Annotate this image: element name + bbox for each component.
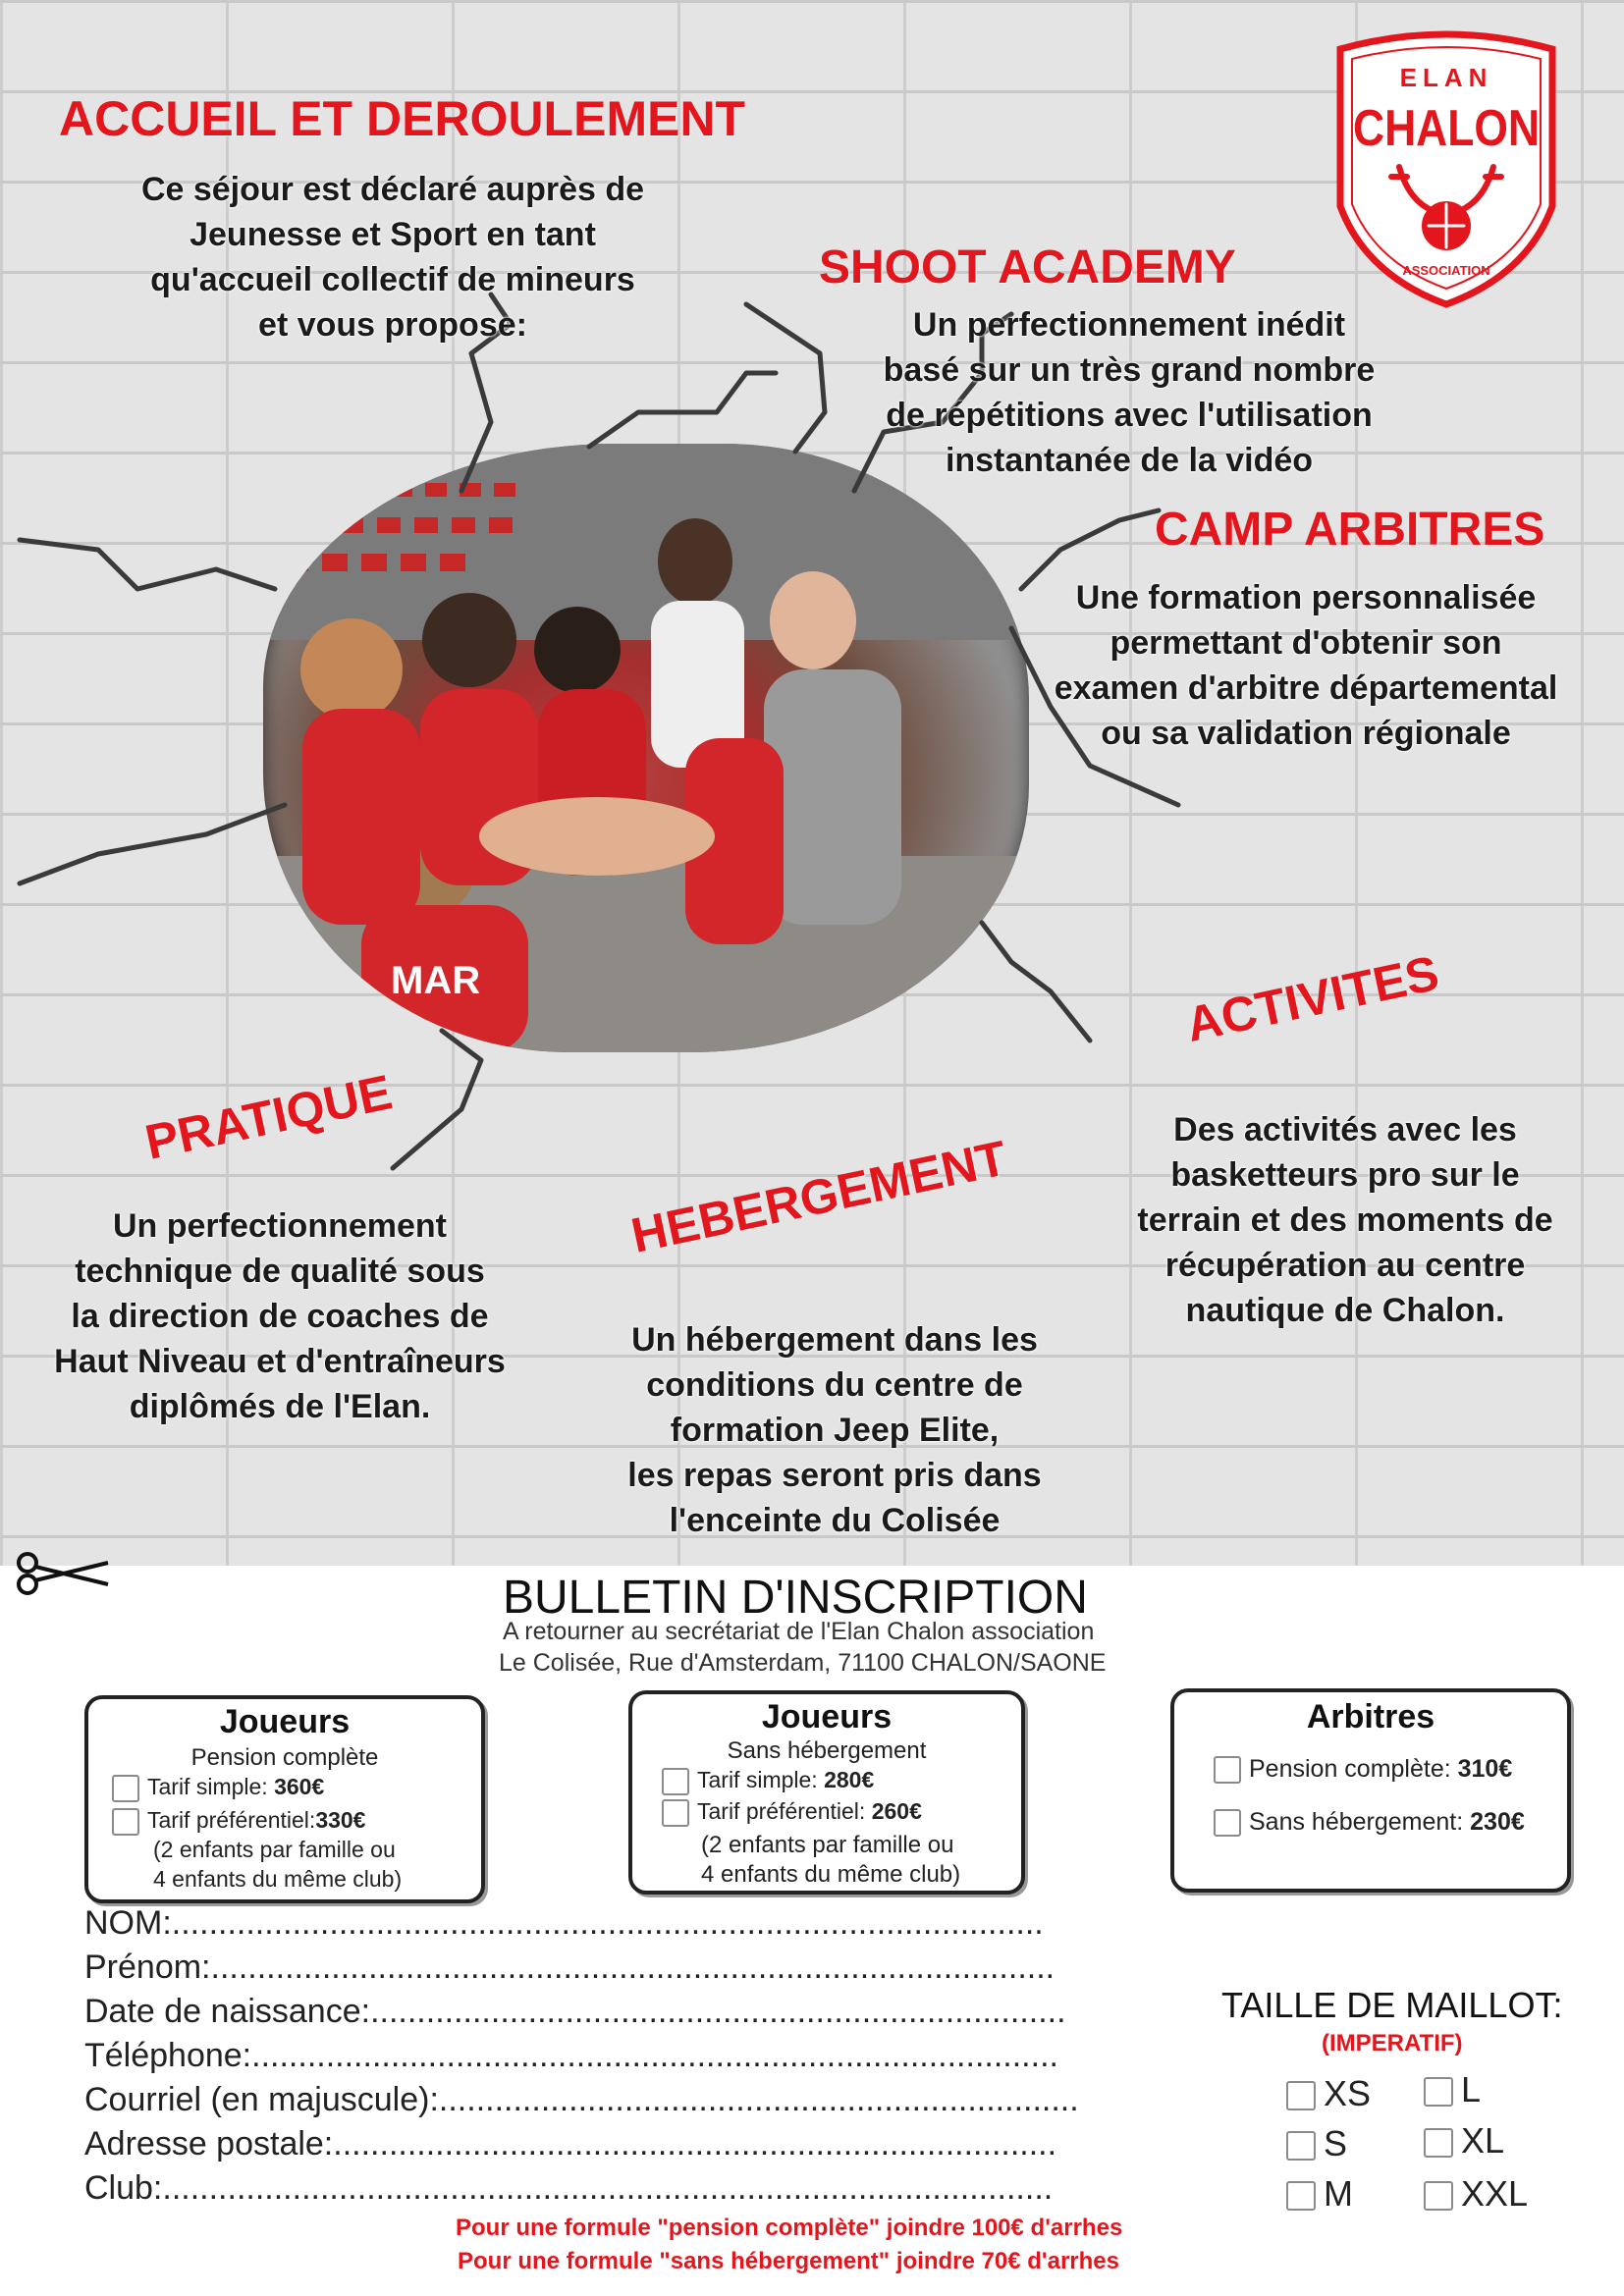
accueil-line: Jeunesse et Sport en tant (189, 216, 596, 253)
size-label: XS (1324, 2073, 1372, 2113)
size-s[interactable] (1286, 2123, 1347, 2164)
field-nom[interactable] (84, 1904, 1044, 1943)
field-prenom[interactable] (84, 1949, 1055, 1987)
box-title: Joueurs (761, 1698, 893, 1735)
logo-bottom-text: ASSOCIATION (1402, 263, 1490, 278)
option-tarif-simple[interactable] (662, 1767, 874, 1795)
box-joueurs-sans-hebergement (628, 1690, 1025, 1895)
maillot-title: TAILLE DE MAILLOT: (1221, 1985, 1563, 2025)
checkbox[interactable] (1286, 2181, 1316, 2211)
option-label: Sans hébergement: (1249, 1808, 1471, 1836)
accueil-text (108, 167, 677, 347)
box-joueurs-pension (84, 1695, 485, 1903)
activites-line: nautique de Chalon. (1185, 1292, 1505, 1329)
bulletin-sub1: A retourner au secrétariat de l'Elan Chalon association (503, 1618, 1095, 1645)
option-label: Pension complète: (1249, 1755, 1458, 1783)
checkbox[interactable] (1424, 2128, 1453, 2158)
checkbox[interactable] (1286, 2081, 1316, 2110)
option-label: Tarif préférentiel: (697, 1798, 872, 1824)
field-label: NOM: (84, 1904, 172, 1942)
option-tarif-preferentiel[interactable] (112, 1807, 365, 1836)
field-dots[interactable]: .............................................................................. (333, 2125, 1057, 2163)
shoot-academy-text (805, 302, 1453, 483)
activites-line: Des activités avec les (1173, 1111, 1517, 1148)
option-arbitre-sans-hebergement[interactable] (1214, 1808, 1525, 1837)
field-label: Club: (84, 2169, 163, 2207)
arrhes-line-2: Pour une formule "sans hébergement" joindre 70€ d'arrhes (458, 2248, 1119, 2274)
option-label: Tarif préférentiel: (147, 1807, 316, 1833)
logo-main-text: CHALON (1353, 100, 1540, 157)
hebergement-line: les repas seront pris dans (627, 1457, 1042, 1494)
box-arbitres (1170, 1688, 1571, 1893)
pratique-line: technique de qualité sous (75, 1253, 485, 1290)
option-price: 230€ (1470, 1808, 1525, 1836)
field-label: Téléphone: (84, 2037, 252, 2074)
arbitres-line: examen d'arbitre départemental (1054, 669, 1558, 707)
field-label: Prénom: (84, 1949, 211, 1986)
box-title: Joueurs (219, 1703, 351, 1740)
checkbox[interactable] (662, 1799, 689, 1827)
pratique-line: la direction de coaches de (71, 1298, 489, 1335)
field-dots[interactable]: ....................................................................................... (251, 2037, 1058, 2074)
field-dots[interactable]: ........................................................................... (370, 1993, 1066, 2030)
checkbox[interactable] (1424, 2077, 1453, 2107)
field-label: Date de naissance: (84, 1993, 371, 2030)
accueil-line: qu'accueil collectif de mineurs (150, 261, 635, 298)
hebergement-line: conditions du centre de (646, 1366, 1023, 1404)
size-xs[interactable] (1286, 2073, 1371, 2114)
checkbox[interactable] (1214, 1756, 1241, 1784)
box-note: (2 enfants par famille ou (153, 1837, 396, 1862)
field-label: Adresse postale: (84, 2125, 334, 2163)
hebergement-text (579, 1317, 1090, 1543)
option-price: 330€ (315, 1807, 366, 1833)
checkbox[interactable] (1214, 1809, 1241, 1837)
field-courriel[interactable] (84, 2081, 1079, 2119)
option-tarif-preferentiel[interactable] (662, 1798, 922, 1827)
checkbox[interactable] (112, 1775, 139, 1802)
option-price: 360€ (274, 1774, 325, 1799)
box-title: Arbitres (1306, 1698, 1435, 1735)
field-label: Courriel (en majuscule): (84, 2081, 439, 2118)
field-dots[interactable]: .............................................................................................. (171, 1904, 1044, 1942)
size-xxl[interactable] (1424, 2173, 1528, 2215)
bulletin-title: BULLETIN D'INSCRIPTION (503, 1572, 1088, 1624)
option-label: Tarif simple: (147, 1774, 275, 1799)
box-note: (2 enfants par famille ou (701, 1832, 954, 1858)
field-date-naissance[interactable] (84, 1993, 1066, 2031)
box-note: 4 enfants du même club) (153, 1866, 403, 1892)
pratique-line: Haut Niveau et d'entraîneurs (54, 1343, 506, 1380)
elan-chalon-logo (1330, 29, 1562, 310)
field-dots[interactable]: ..................................................................... (438, 2081, 1079, 2118)
logo-top-text: ELAN (1399, 63, 1493, 92)
activites-title: ACTIVITES (1181, 944, 1444, 1053)
box-note: 4 enfants du même club) (701, 1861, 961, 1888)
size-m[interactable] (1286, 2173, 1353, 2215)
pratique-line: Un perfectionnement (112, 1207, 448, 1245)
size-label: XL (1461, 2120, 1505, 2161)
hebergement-line: formation Jeep Elite, (670, 1412, 1000, 1449)
camp-arbitres-text (1011, 575, 1600, 756)
size-label: XXL (1461, 2173, 1529, 2214)
arbitres-line: permettant d'obtenir son (1110, 624, 1502, 662)
camp-arbitres-title: CAMP ARBITRES (1155, 504, 1545, 556)
arbitres-line: Une formation personnalisée (1075, 579, 1537, 616)
maillot-imperatif: (IMPERATIF) (1322, 2030, 1463, 2056)
arbitres-line: ou sa validation régionale (1101, 715, 1511, 752)
shoot-line: de répétitions avec l'utilisation (886, 397, 1373, 434)
hebergement-line: Un hébergement dans les (631, 1321, 1038, 1359)
field-dots[interactable]: ................................................................................................ (162, 2169, 1054, 2207)
hebergement-line: l'enceinte du Colisée (669, 1502, 1001, 1539)
size-xl[interactable] (1424, 2120, 1504, 2162)
box-subtitle: Sans hébergement (727, 1737, 927, 1764)
option-price: 280€ (824, 1767, 875, 1792)
shoot-academy-title: SHOOT ACADEMY (819, 241, 1236, 294)
option-label: Tarif simple: (697, 1767, 825, 1792)
shoot-line: basé sur un très grand nombre (883, 351, 1376, 389)
checkbox[interactable] (112, 1808, 139, 1836)
size-label: M (1324, 2173, 1353, 2214)
pratique-title: PRATIQUE (140, 1064, 397, 1171)
option-tarif-simple[interactable] (112, 1774, 324, 1802)
activites-text (1090, 1107, 1600, 1333)
field-club[interactable] (84, 2169, 1053, 2208)
activites-line: récupération au centre (1164, 1247, 1526, 1284)
shoot-line: Un perfectionnement inédit (912, 306, 1346, 344)
field-telephone[interactable] (84, 2037, 1058, 2075)
option-price: 260€ (871, 1798, 922, 1824)
jersey-text: MAR (391, 959, 481, 1002)
hebergement-title: HEBERGEMENT (626, 1130, 1012, 1264)
accueil-line: Ce séjour est déclaré auprès de (140, 171, 645, 208)
option-arbitre-pension[interactable] (1214, 1755, 1512, 1784)
arrhes-line-1: Pour une formule "pension complète" joindre 100€ d'arrhes (456, 2215, 1123, 2241)
bulletin-sub2: Le Colisée, Rue d'Amsterdam, 71100 CHALON/SAONE (499, 1649, 1107, 1677)
field-dots[interactable]: ........................................................................................... (210, 1949, 1056, 1986)
activites-line: basketteurs pro sur le (1170, 1156, 1520, 1194)
size-label: L (1461, 2069, 1482, 2109)
accueil-title: ACCUEIL ET DEROULEMENT (59, 91, 746, 146)
checkbox[interactable] (1424, 2181, 1453, 2211)
box-subtitle: Pension complète (190, 1744, 379, 1771)
option-price: 310€ (1457, 1755, 1513, 1783)
pratique-text (10, 1203, 550, 1429)
checkbox[interactable] (1286, 2131, 1316, 2161)
pratique-line: diplômés de l'Elan. (129, 1388, 431, 1425)
field-adresse[interactable] (84, 2125, 1056, 2163)
accueil-line: et vous propose: (258, 306, 527, 344)
size-l[interactable] (1424, 2069, 1481, 2110)
scissors-icon (14, 1549, 112, 1598)
size-label: S (1324, 2123, 1348, 2163)
activites-line: terrain et des moments de (1137, 1201, 1553, 1239)
checkbox[interactable] (662, 1768, 689, 1795)
shoot-line: instantanée de la vidéo (945, 442, 1314, 479)
